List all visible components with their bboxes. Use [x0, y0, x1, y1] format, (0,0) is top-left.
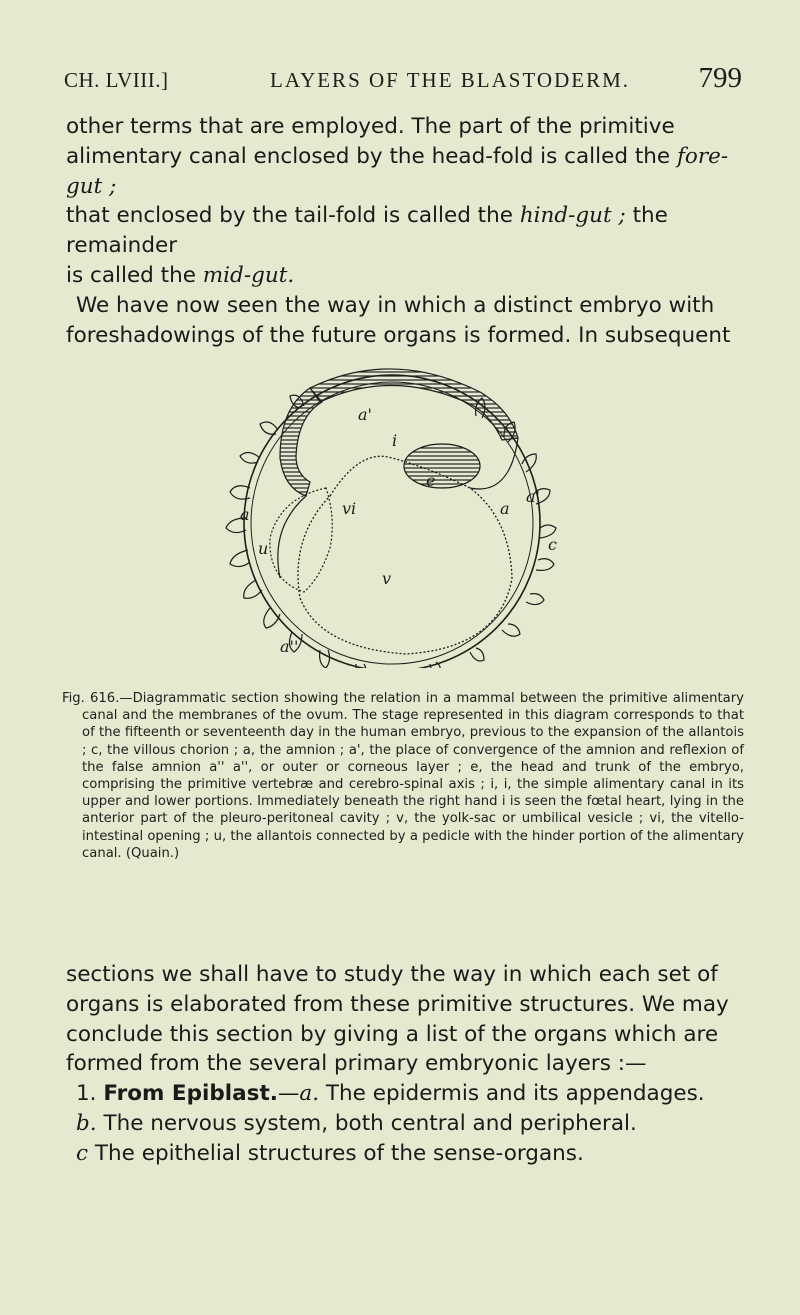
text-line: that enclosed by the tail-fold is called the hind-gut ; the remainder: [66, 203, 668, 259]
chapter-label: CH. LVIII.]: [64, 68, 169, 92]
label-a-double: a'': [280, 637, 299, 656]
text-line: foreshadowings of the future organs is formed. In subsequent: [66, 322, 731, 348]
text-line: alimentary canal enclosed by the head-fold is called the fore-gut ;: [66, 143, 729, 199]
body-paragraph: [66, 960, 742, 1169]
label-a-left: a: [240, 505, 250, 524]
intro-paragraph: [66, 112, 742, 350]
text-line: other terms that are employed. The part of the primitive: [66, 114, 675, 139]
embryo-body: [280, 369, 518, 496]
text-line: formed from the several primary embryonic layers :—: [66, 1051, 647, 1077]
label-e: e: [426, 471, 436, 490]
diagram-svg: [130, 318, 670, 668]
text-line: is called the mid-gut.: [66, 262, 295, 288]
text-line: We have now seen the way in which a distinct embryo with: [76, 292, 715, 318]
label-a-right: a: [500, 499, 510, 518]
figure-number: Fig. 616.: [62, 691, 120, 706]
running-head: [64, 62, 742, 96]
caption-text: —Diagrammatic section showing the relation in a mammal between the primitive alimentary canal and the membranes of the ovum. The stage represented in this diagram corresponds to that of the fifteenth or seventeenth day in the human embryo, previous to the expansion of the allantois ; c, the villous chorion ; a, the amnion ; a', the place of convergence of the amnion and reflexion of the false amnion a'' a'', or outer or corneous layer ; e, the head and trunk of the embryo, comprising the primitive vertebræ and cerebro-spinal axis ; i, i, the simple alimentary canal in its upper and lower portions. Immediately beneath the right hand i is seen the fœtal heart, lying in the anterior part of the pleuro-peritoneal cavity ; v, the yolk-sac or umbilical vesicle ; vi, the vitello-intestinal opening ; u, the allantois connected by a pedicle with the hinder portion of the alimentary canal. (Quain.): [82, 691, 744, 861]
page-heading: LAYERS OF THE BLASTODERM.: [270, 68, 630, 92]
label-a-top: a': [358, 405, 372, 424]
label-v: v: [382, 569, 392, 588]
term-mid-gut: mid-gut.: [202, 262, 295, 288]
list-item: b. The nervous system, both central and peripheral.: [76, 1110, 637, 1136]
figure-caption: [62, 690, 744, 862]
list-heading: From Epiblast.: [103, 1081, 278, 1107]
list-item: 1. From Epiblast.—a. The epidermis and its appendages.: [76, 1081, 705, 1107]
yolk-sac: [298, 456, 512, 654]
list-item: c The epithelial structures of the sense-organs.: [76, 1140, 584, 1166]
list-number: 1.: [76, 1081, 97, 1107]
label-c: c: [548, 535, 557, 554]
page-number: 799: [698, 62, 742, 94]
label-vi: vi: [342, 499, 357, 518]
text-line: organs is elaborated from these primitive structures. We may: [66, 991, 729, 1017]
label-u: u: [258, 539, 269, 558]
text-line: conclude this section by giving a list of the organs which are: [66, 1021, 719, 1047]
label-a-prime: a': [526, 487, 540, 506]
term-hind-gut: hind-gut ;: [519, 203, 626, 229]
label-i: i: [392, 431, 398, 450]
term-fore-gut: fore-gut ;: [66, 143, 729, 199]
embryo-diagram: [130, 318, 670, 668]
text-line: sections we shall have to study the way in which each set of: [66, 962, 718, 987]
